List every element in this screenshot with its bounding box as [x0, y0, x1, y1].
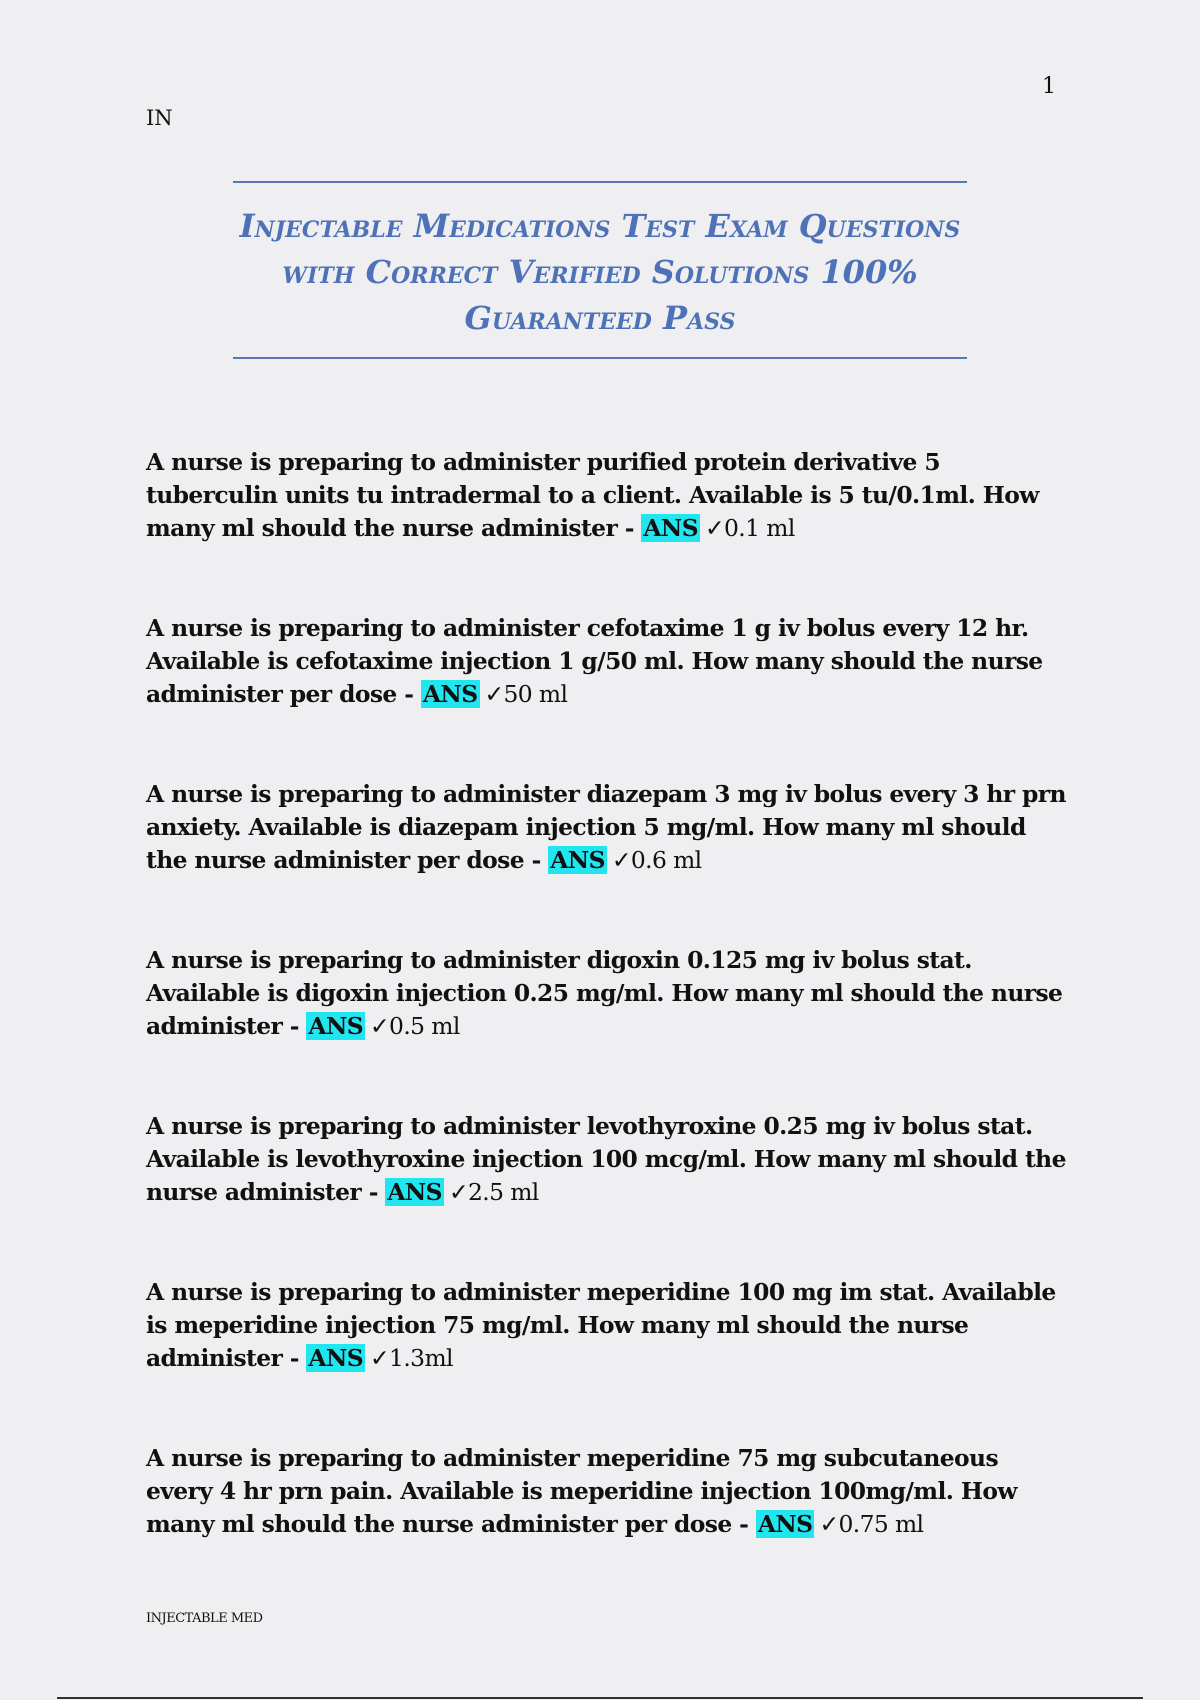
- question-text: A nurse is preparing to administer levothyroxine 0.25 mg iv bolus stat. Available is levothyroxine injection 100 mcg/ml. How many ml should the nurse administer -: [146, 1112, 1066, 1206]
- question-text: A nurse is preparing to administer meperidine 75 mg subcutaneous every 4 hr prn pain. Available is meperidine injection 100mg/ml. How many ml should the nurse administer per dose -: [146, 1444, 1017, 1538]
- check-icon: ✓: [370, 1012, 390, 1040]
- question-text: A nurse is preparing to administer meperidine 100 mg im stat. Available is meperidine injection 75 mg/ml. How many ml should the nurse administer -: [146, 1278, 1056, 1372]
- title-line-1: Injectable Medications Test Exam Questions: [239, 207, 961, 245]
- ans-badge: ANS: [643, 514, 698, 542]
- check-icon: ✓: [705, 514, 724, 542]
- title-line-3: Guaranteed Pass: [464, 299, 736, 337]
- check-icon: ✓: [819, 1510, 839, 1538]
- question-text: A nurse is preparing to administer purified protein derivative 5 tuberculin units tu intradermal to a client. Available is 5 tu/0.1ml. How many ml should the nurse administer -: [146, 448, 1039, 542]
- answer-text: 2.5 ml: [467, 1178, 539, 1206]
- answer-text: 0.6 ml: [630, 846, 702, 874]
- question-text: A nurse is preparing to administer digoxin 0.125 mg iv bolus stat. Available is digoxin injection 0.25 mg/ml. How many ml should the nurse administer -: [146, 946, 1063, 1040]
- check-icon: ✓: [611, 846, 631, 874]
- qa-item: [146, 1276, 1066, 1375]
- answer-text: 0.5 ml: [389, 1012, 460, 1040]
- ans-badge: ANS: [550, 846, 605, 874]
- qa-item: [146, 1442, 1066, 1541]
- check-icon: ✓: [484, 680, 504, 708]
- footer-text: INJECTABLE MED: [146, 1611, 263, 1626]
- answer-text: 0.1 ml: [724, 514, 795, 542]
- qa-item: [146, 1110, 1066, 1209]
- ans-badge: ANS: [387, 1178, 442, 1206]
- title-block: [233, 181, 967, 359]
- ans-badge: ANS: [422, 680, 478, 708]
- check-icon: ✓: [448, 1178, 468, 1206]
- footer-rule: [57, 1697, 1143, 1699]
- question-text: A nurse is preparing to administer cefotaxime 1 g iv bolus every 12 hr. Available is cefotaxime injection 1 g/50 ml. How many should the nurse administer per dose -: [146, 614, 1043, 708]
- qa-item: [146, 446, 1066, 545]
- header-left-text: IN: [146, 106, 173, 130]
- qa-list: [146, 446, 1066, 1608]
- ans-badge: ANS: [757, 1510, 813, 1538]
- ans-badge: ANS: [308, 1012, 364, 1040]
- question-text: A nurse is preparing to administer diazepam 3 mg iv bolus every 3 hr prn anxiety. Available is diazepam injection 5 mg/ml. How many ml should the nurse administer per dose -: [146, 780, 1066, 874]
- answer-text: 0.75 ml: [838, 1510, 924, 1538]
- check-icon: ✓: [370, 1344, 390, 1372]
- title-line-2: with Correct Verified Solutions 100%: [282, 253, 918, 291]
- page-number: 1: [1042, 74, 1056, 99]
- document-title: [233, 183, 967, 341]
- qa-item: [146, 778, 1066, 877]
- qa-item: [146, 612, 1066, 711]
- answer-text: 1.3ml: [389, 1344, 453, 1372]
- qa-item: [146, 944, 1066, 1043]
- ans-badge: ANS: [308, 1344, 364, 1372]
- answer-text: 50 ml: [503, 680, 568, 708]
